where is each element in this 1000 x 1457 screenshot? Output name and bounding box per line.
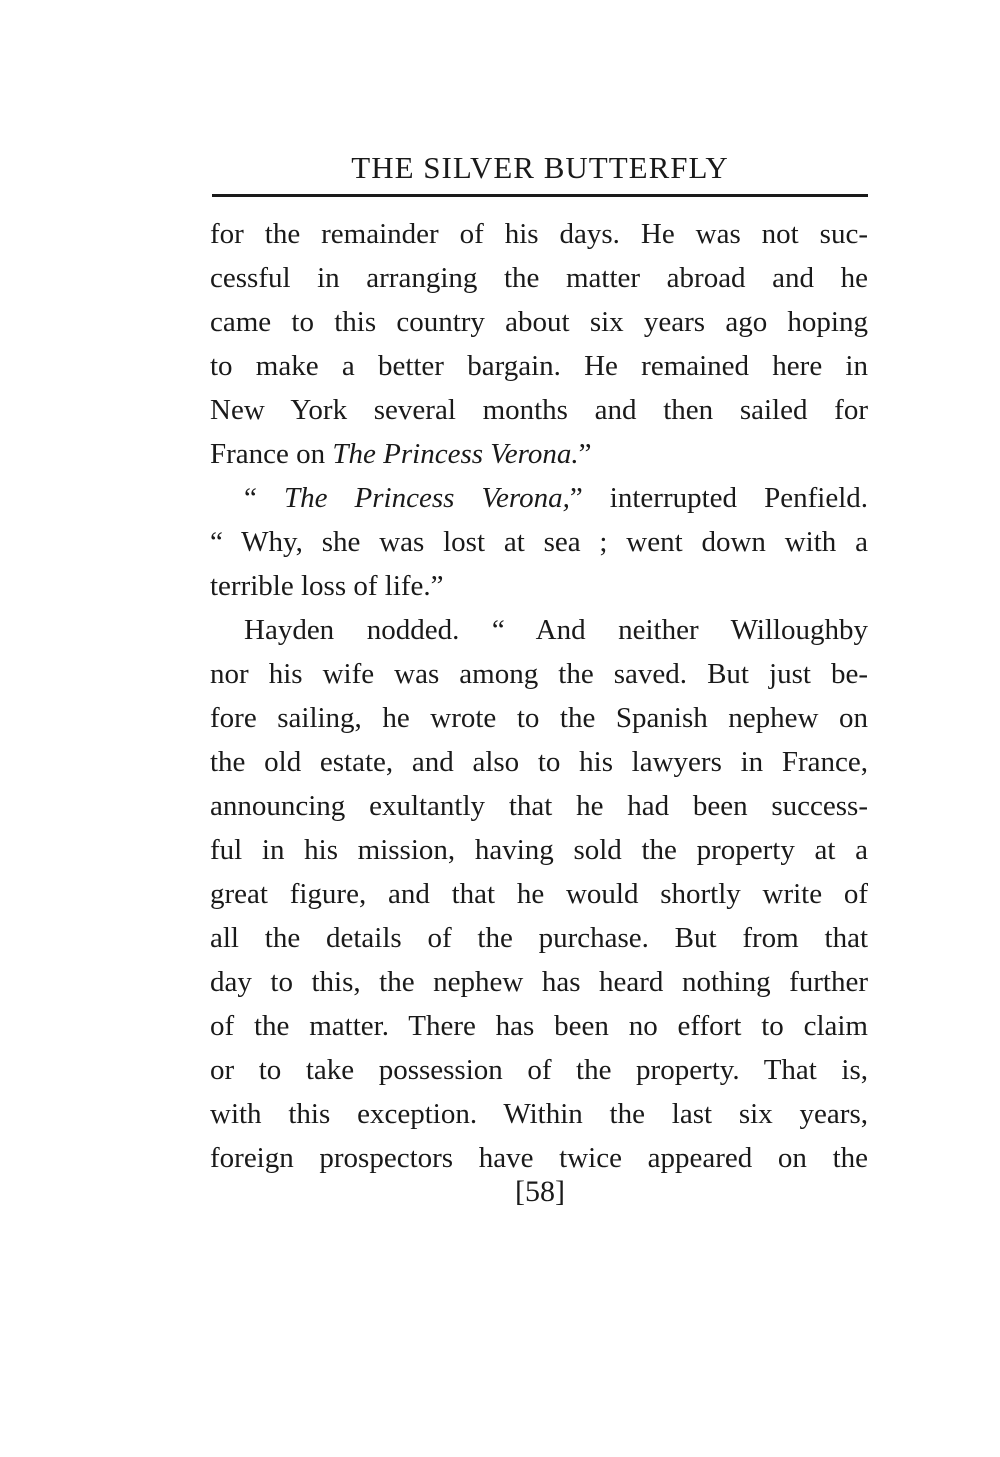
running-head: THE SILVER BUTTERFLY [351,150,729,185]
text-line: came to this country about six years ago hoping [210,306,868,338]
text-line: of the matter. There has been no effort to claim [210,1010,868,1042]
text-line: ful in his mission, having sold the property at a [210,834,868,866]
header-rule [212,194,868,197]
text-line: fore sailing, he wrote to the Spanish nephew on [210,702,868,734]
text-line: day to this, the nephew has heard nothing further [210,966,868,998]
ship-name: The Princess Verona, [283,482,570,514]
text-line: the old estate, and also to his lawyers in France, [210,746,868,778]
text-line [210,476,868,520]
text-line: great figure, and that he would shortly write of [210,878,868,910]
text-line: with this exception. Within the last six years, [210,1098,868,1130]
text-line: Hayden nodded. “ And neither Willoughby [244,614,868,646]
text-line: to make a better bargain. He remained here in [210,350,868,382]
text-line: announcing exultantly that he had been success- [210,790,868,822]
text-run: “ [244,482,284,514]
text-line: New York several months and then sailed for [210,394,868,426]
ship-name: The Princess Verona. [332,438,579,470]
text-line: terrible loss of life.” [210,570,444,602]
text-line [210,432,868,476]
text-line: cessful in arranging the matter abroad and he [210,262,868,294]
body-text [210,212,868,1180]
page-number: [58] [515,1175,565,1208]
text-run: ” interrupted Penfield. [569,482,868,514]
text-line: for the remainder of his days. He was not suc- [210,218,868,250]
text-run: France on [210,438,333,470]
text-line: nor his wife was among the saved. But just be- [210,658,868,690]
text-line: foreign prospectors have twice appeared on the [210,1142,868,1174]
text-line: all the details of the purchase. But from that [210,922,868,954]
text-line: or to take possession of the property. That is, [210,1054,868,1086]
text-run: ” [578,438,592,470]
text-line: “ Why, she was lost at sea ; went down with a [210,526,868,558]
